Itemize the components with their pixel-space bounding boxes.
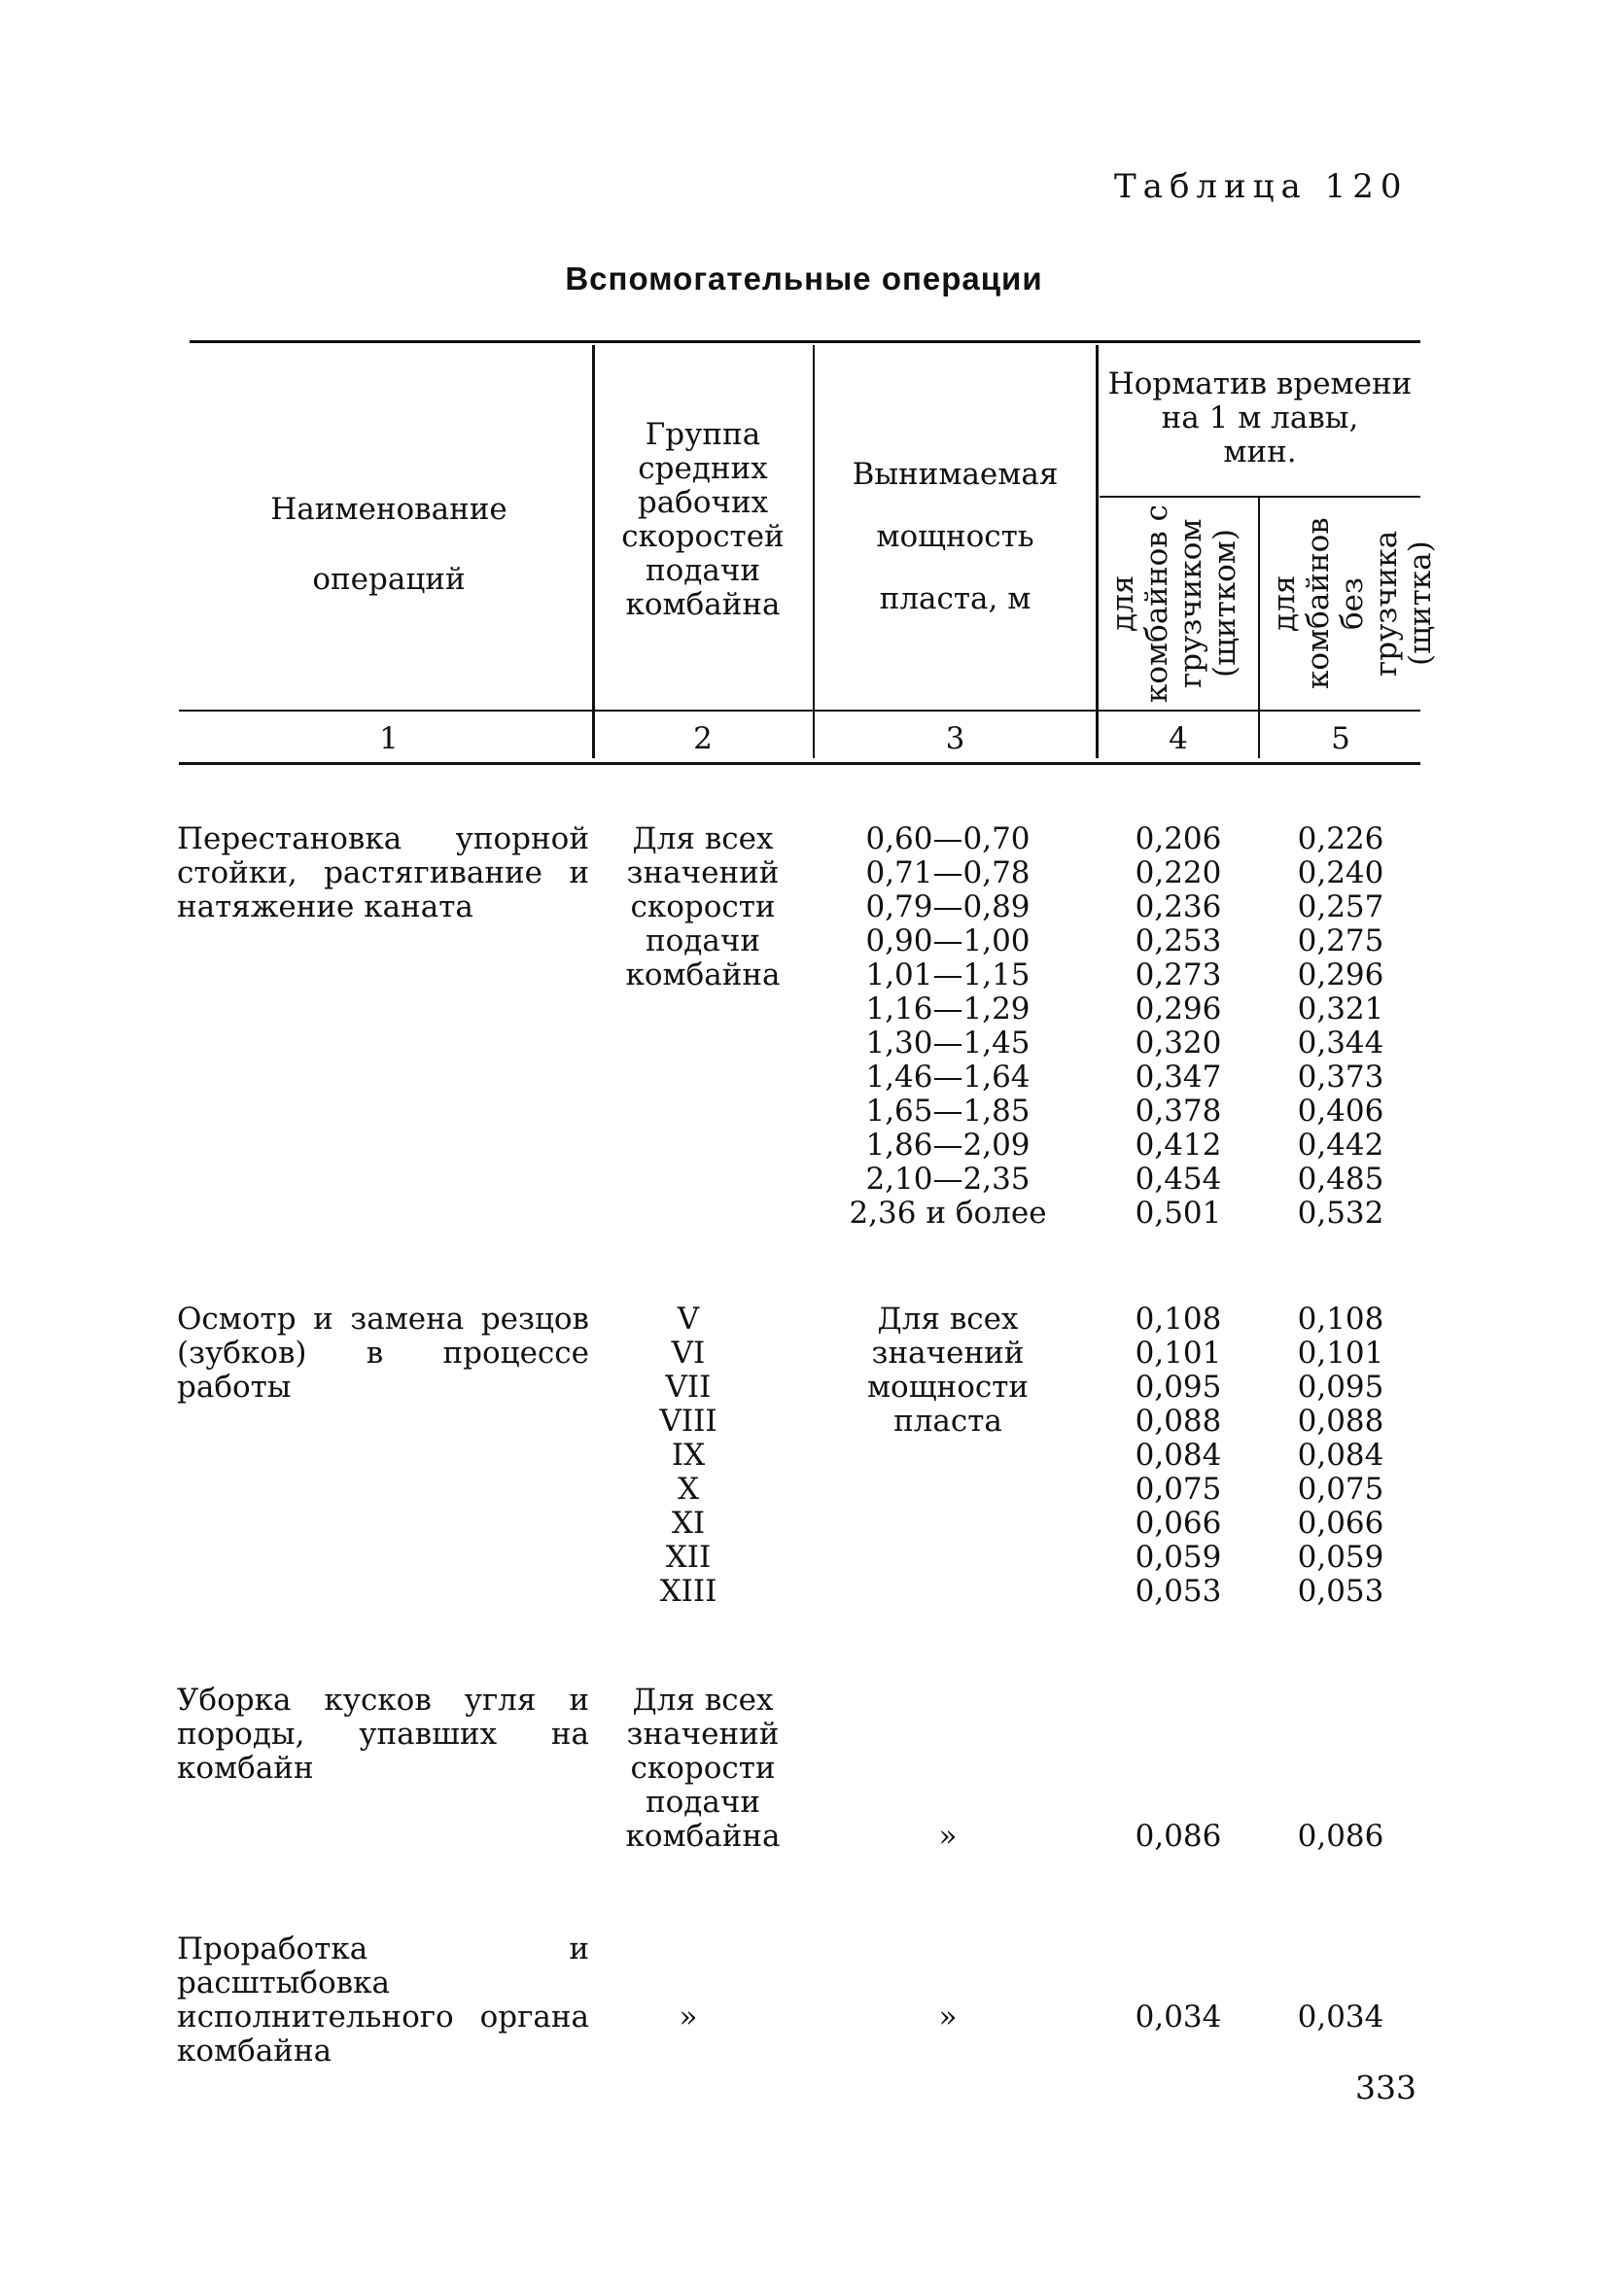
row-operation-name: Перестановка упорной стойки, растягивание и натяжение каната [177,821,589,924]
row-time-without-loader: 0,226 0,240 0,257 0,275 0,296 0,321 0,344 0,373 0,406 0,442 0,485 0,532 [1297,821,1384,1231]
row-time-with-loader: 0,034 [1135,2000,1222,2035]
table-top-rule [190,340,1420,343]
row-time-without-loader: 0,034 [1297,2000,1384,2035]
column-number-1: 1 [379,721,399,756]
row-speed-group: Для всех значений скорости подачи комбайна [625,821,781,992]
column-number-4: 4 [1169,721,1188,756]
col-divider-4 [1258,498,1260,758]
row-speed-group: Для всех значений скорости подачи комбайна [625,1683,781,1854]
header-seam-thickness: Вынимаемая мощность пласта, м [852,457,1059,616]
row-operation-name: Осмотр и замена резцов (зубков) в процессе работы [177,1302,589,1405]
col-divider-2 [813,345,815,758]
row-seam-thickness: » [938,1819,958,1854]
row-speed-group: V VI VII VIII IX X XI XII XIII [659,1302,717,1609]
header-with-loader: для комбайнов с грузчиком (щитком) [1105,504,1242,703]
row-operation-name: Проработка и расштыбовка исполнительного органа комбайна [177,1931,589,2069]
header-time-norm: Норматив времени на 1 м лавы, мин. [1107,366,1413,470]
row-seam-thickness: » [938,2000,958,2035]
table-title: Вспомогательные операции [565,261,1043,296]
row-speed-group: » [679,2000,698,2035]
table-label: Таблица 120 [1114,167,1409,206]
row-seam-thickness: Для всех значений мощности пласта [866,1302,1030,1439]
row-seam-thickness: 0,60—0,70 0,71—0,78 0,79—0,89 0,90—1,00 1,01—1,15 1,16—1,29 1,30—1,45 1,46—1,64 1,65—1,85 1,86—2,09 2,10—2,35 2,36 и более [849,821,1047,1231]
column-number-5: 5 [1331,721,1350,756]
row-time-with-loader: 0,086 [1135,1819,1222,1854]
row-operation-name: Уборка кусков угля и породы, упавших на комбайн [177,1683,589,1786]
numbers-bottom-rule [179,762,1420,765]
row-time-with-loader: 0,206 0,220 0,236 0,253 0,273 0,296 0,320 0,347 0,378 0,412 0,454 0,501 [1135,821,1222,1231]
row-time-without-loader: 0,086 [1297,1819,1384,1854]
header-without-loader: для комбайнов без грузчика (щитка) [1267,517,1438,690]
header-operation-name: Наименование операций [270,492,507,597]
page-number: 333 [1355,2069,1416,2106]
row-time-with-loader: 0,108 0,101 0,095 0,088 0,084 0,075 0,066 0,059 0,053 [1135,1302,1222,1609]
column-number-3: 3 [945,721,965,756]
col-divider-3 [1096,345,1099,758]
norm-subheader-rule [1100,496,1420,498]
header-speed-group: Группа средних рабочих скоростей подачи комбайна [621,417,785,622]
header-bottom-rule [179,710,1420,712]
column-number-2: 2 [693,721,713,756]
row-time-without-loader: 0,108 0,101 0,095 0,088 0,084 0,075 0,066 0,059 0,053 [1297,1302,1384,1609]
